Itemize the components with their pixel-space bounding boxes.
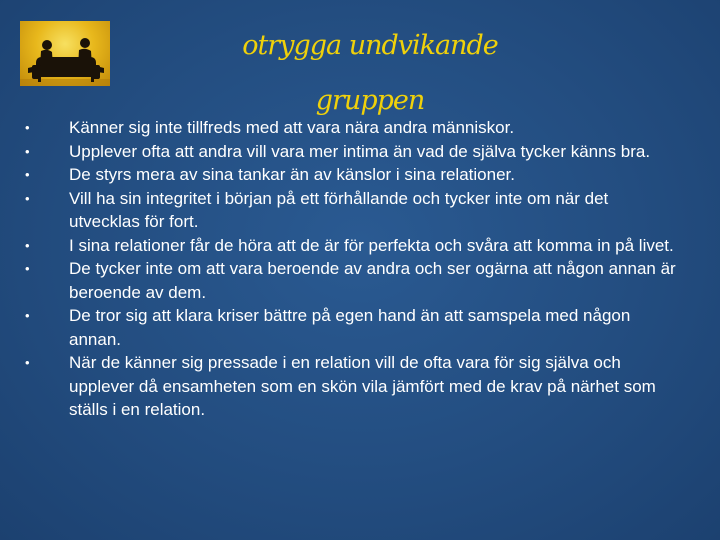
bullet-dot-icon: • [25, 355, 30, 370]
bullet-list [22, 116, 682, 422]
list-item [22, 116, 682, 140]
list-item [22, 234, 682, 258]
bullet-dot-icon: • [25, 237, 30, 253]
couple-on-sofa-silhouette-icon [20, 21, 110, 86]
list-item [22, 163, 682, 187]
bullet-text: När de känner sig pressade i en relation vill de ofta vara för sig själva och upplever då ensamheten som en skön vila jämfört med de krav på närhet som ställs i en relation. [69, 353, 656, 419]
bullet-text: De tycker inte om att vara beroende av andra och ser ogärna att någon annan är beroende av dem. [69, 259, 676, 302]
bullet-text: Vill ha sin integritet i början på ett förhållande och tycker inte om när det utvecklas för fort. [69, 188, 609, 231]
bullet-dot-icon: • [25, 190, 30, 206]
bullet-text: Upplever ofta att andra vill vara mer intima än vad de själva tycker känns bra. [69, 141, 651, 161]
bullet-text: I sina relationer får de höra att de är för perfekta och svåra att komma in på livet. [69, 235, 674, 255]
bullet-text: Känner sig inte tillfreds med att vara nära andra människor. [69, 118, 515, 137]
list-item [22, 257, 682, 304]
bullet-dot-icon: • [25, 120, 30, 135]
title-line-2: gruppen [315, 85, 425, 116]
bullet-dot-icon: • [25, 143, 30, 159]
slide-title [160, 18, 580, 128]
list-item [22, 304, 682, 351]
bullet-text: De tror sig att klara kriser bättre på egen hand än att samspela med någon annan. [69, 306, 631, 349]
list-item [22, 187, 682, 234]
bullet-text: De styrs mera av sina tankar än av känslor i sina relationer. [69, 165, 515, 184]
bullet-dot-icon: • [25, 261, 30, 276]
bullet-dot-icon: • [25, 167, 30, 182]
list-item [22, 351, 682, 422]
bullet-dot-icon: • [25, 308, 30, 323]
title-line-1: otrygga undvikande [242, 30, 498, 61]
list-item [22, 140, 682, 164]
